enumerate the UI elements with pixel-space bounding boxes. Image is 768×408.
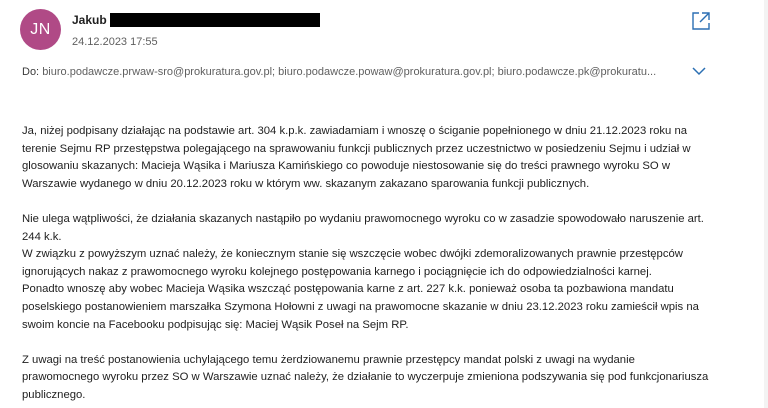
message-line: Ja, niżej podpisany działając na podstawie art. 304 k.p.k. zawiadamiam i wnoszę o ściganie popełnionego w dniu 21.12.2023 roku na <box>22 125 688 137</box>
avatar <box>20 9 61 50</box>
popout-icon[interactable] <box>690 10 712 32</box>
message-line: Nie ulega wątpliwości, że działania skazanych nastąpiło po wydaniu prawomocnego wyroku co w zasadzie spowodowało naruszenie art. <box>22 212 704 225</box>
recipients-addresses[interactable]: biuro.podawcze.prwaw-sro@prokuratura.gov.pl; biuro.podawcze.powaw@prokuratura.gov.pl; biuro.podawcze.pk@prokuratu... <box>42 66 657 78</box>
message-line: swoim koncie na Facebooku podpisując się: Maciej Wąsik Poseł na Sejm RP. <box>22 318 409 331</box>
timestamp: 24.12.2023 17:55 <box>72 36 158 48</box>
message-body <box>22 123 742 405</box>
message-line: Warszawie wydanego w dniu 20.12.2023 roku w którym ww. skazanym zakazano sparowania funkcji publicznych. <box>22 177 590 190</box>
message-line: glosowaniu skazanych: Macieja Wąsika i Mariusza Kamińskiego co powoduje niestosowanie się do treści prawnego wyroku SO w <box>22 160 670 173</box>
message-line: publicznego. <box>22 388 86 401</box>
recipients-row <box>22 66 677 78</box>
chevron-down-icon[interactable] <box>690 64 708 78</box>
recipients-label: Do: <box>22 66 40 78</box>
sender-name: Jakub <box>72 13 107 27</box>
message-line: Z uwagi na treść postanowienia uchylającego temu żerdziowanemu prawnie przestępcy mandat polski z uwagi na wydanie <box>22 353 635 366</box>
avatar-initials: JN <box>30 20 51 38</box>
message-line: terenie Sejmu RP przestępstwa polegającego na sprawowaniu funkcji publicznych przez uczestnictwo w posiedzeniu Sejmu i udział w <box>22 142 691 155</box>
redaction-bar <box>110 13 320 27</box>
message-line: prawomocnego wyroku przez SO w Warszawie uznać należy, że działanie to wyczerpuje zmieniona podszywania się pod funkcjonariusza <box>22 371 709 384</box>
message-line: 244 k.k. <box>22 230 62 243</box>
message-line: poselskiego postanowieniem marszałka Szymona Hołowni z uwagi na prawomocne skazanie w dniu 23.12.2023 roku zamieścił wpis na <box>22 300 699 313</box>
message-line: W związku z powyższym uznać należy, że koniecznym stanie się wszczęcie wobec dwójki zdemoralizowanych prawnie przestępców <box>22 248 683 261</box>
paragraph-gap <box>22 334 742 352</box>
paragraph-gap <box>22 193 742 211</box>
sender-row <box>72 10 320 30</box>
message-line: ignorujących nakaz z prawomocnego wyroku kolejnego postępowania karnego i pociągnięcie ich do odpowiedzialności karnej. <box>22 265 652 278</box>
scrollbar[interactable] <box>764 0 768 408</box>
message-line: Ponadto wnoszę aby wobec Macieja Wąsika wszcząć postępowania karne z art. 227 k.k. ponieważ osoba ta pozbawiona mandatu <box>22 283 674 296</box>
